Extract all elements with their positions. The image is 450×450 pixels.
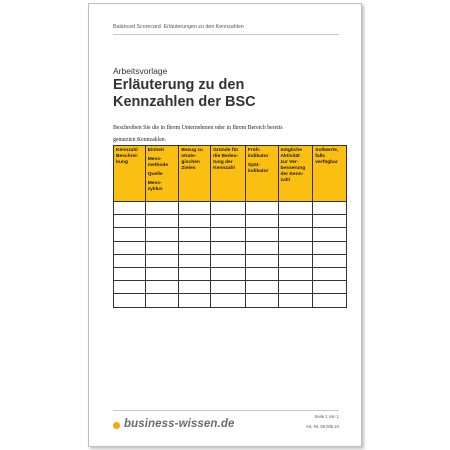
table-cell[interactable] bbox=[313, 228, 347, 241]
table-cell[interactable] bbox=[245, 202, 278, 215]
header-text-line: Kennzahl bbox=[116, 148, 138, 153]
table-cell[interactable] bbox=[313, 241, 347, 254]
header-divider bbox=[113, 34, 339, 35]
table-cell[interactable] bbox=[211, 228, 246, 241]
table-row bbox=[114, 281, 347, 294]
table-cell[interactable] bbox=[114, 228, 146, 241]
header-text-line: Einheit bbox=[147, 148, 164, 153]
header-text-line: zahl bbox=[280, 178, 291, 183]
table-cell[interactable] bbox=[114, 267, 146, 280]
header-text-line: Kennzahl bbox=[213, 166, 235, 171]
header-text-line: die Bedeu- bbox=[213, 154, 239, 159]
kennzahlen-table bbox=[113, 145, 347, 308]
article-number: Art.-Nr. 06.005.24 bbox=[305, 424, 339, 429]
table-cell[interactable] bbox=[278, 228, 313, 241]
table-cell[interactable] bbox=[211, 281, 246, 294]
table-row bbox=[114, 241, 347, 254]
table-cell[interactable] bbox=[179, 228, 211, 241]
table-cell[interactable] bbox=[114, 241, 146, 254]
table-cell[interactable] bbox=[114, 254, 146, 267]
header-text-line: Früh- bbox=[247, 148, 261, 153]
table-cell[interactable] bbox=[313, 281, 347, 294]
table-header-cell bbox=[145, 146, 179, 202]
table-header-row bbox=[114, 146, 347, 202]
table-cell[interactable] bbox=[278, 241, 313, 254]
intro-line: Beschreiben Sie die in Ihrem Unternehmen oder in Ihrem Bereich bereits bbox=[113, 125, 283, 131]
document-page bbox=[88, 3, 362, 447]
header-text-line: indikator bbox=[247, 169, 269, 174]
table-cell[interactable] bbox=[278, 254, 313, 267]
table-cell[interactable] bbox=[278, 294, 313, 307]
table-header-cell bbox=[313, 146, 347, 202]
table-header-cell bbox=[179, 146, 211, 202]
table-cell[interactable] bbox=[245, 215, 278, 228]
table-cell[interactable] bbox=[278, 281, 313, 294]
header-text-line: gischen bbox=[181, 160, 200, 165]
document-title bbox=[113, 77, 313, 111]
table-cell[interactable] bbox=[245, 281, 278, 294]
table-cell[interactable] bbox=[278, 202, 313, 215]
table-cell[interactable] bbox=[145, 294, 179, 307]
table-cell[interactable] bbox=[245, 241, 278, 254]
table-cell[interactable] bbox=[145, 241, 179, 254]
document-subtitle: Arbeitsvorlage bbox=[113, 66, 168, 76]
table-cell[interactable] bbox=[245, 254, 278, 267]
table-cell[interactable] bbox=[278, 215, 313, 228]
table-cell[interactable] bbox=[245, 267, 278, 280]
header-text-line: verfügbar bbox=[315, 160, 338, 165]
table-cell[interactable] bbox=[211, 241, 246, 254]
table-cell[interactable] bbox=[211, 294, 246, 307]
table-cell[interactable] bbox=[179, 202, 211, 215]
header-text-line: zur Ver- bbox=[280, 160, 299, 165]
header-text-line: bung bbox=[116, 160, 128, 165]
page-header: Balanced Scorecard: Erläuterungen zu den Kennzahlen bbox=[113, 24, 244, 30]
table-cell[interactable] bbox=[211, 254, 246, 267]
intro-text bbox=[113, 122, 313, 146]
table-cell[interactable] bbox=[114, 202, 146, 215]
table-header-cell bbox=[278, 146, 313, 202]
table-cell[interactable] bbox=[245, 228, 278, 241]
header-text-line: Mess- bbox=[147, 157, 162, 162]
table-cell[interactable] bbox=[145, 267, 179, 280]
table-header-cell bbox=[114, 146, 146, 202]
header-text-line: indikator bbox=[247, 154, 269, 159]
table-cell[interactable] bbox=[245, 294, 278, 307]
table-header-cell bbox=[245, 146, 278, 202]
table-cell[interactable] bbox=[145, 215, 179, 228]
header-text-line: Quelle bbox=[147, 172, 163, 177]
header-text-line: Beschrei- bbox=[116, 154, 139, 159]
table-cell[interactable] bbox=[211, 215, 246, 228]
header-text-line: falls bbox=[315, 154, 326, 159]
table-cell[interactable] bbox=[179, 281, 211, 294]
header-text-line: Spät- bbox=[247, 163, 261, 168]
header-text-line: Mess- bbox=[147, 181, 162, 186]
table-cell[interactable] bbox=[145, 281, 179, 294]
table-cell[interactable] bbox=[179, 241, 211, 254]
header-text-line: strate- bbox=[181, 154, 197, 159]
table-row bbox=[114, 294, 347, 307]
header-text-line: der Kenn- bbox=[280, 172, 304, 177]
page-number: Seite 1 von 1 bbox=[314, 414, 339, 419]
table-cell[interactable] bbox=[145, 254, 179, 267]
table-row bbox=[114, 254, 347, 267]
header-text-line: mögliche bbox=[280, 148, 302, 153]
table-cell[interactable] bbox=[313, 267, 347, 280]
header-text-line: besserung bbox=[280, 166, 306, 171]
header-text-line: Bezug zu bbox=[181, 148, 203, 153]
header-text-line: Gründe für bbox=[213, 148, 239, 153]
intro-line: genutzten Kennzahlen. bbox=[113, 137, 167, 143]
table-cell[interactable] bbox=[313, 202, 347, 215]
header-text-line: Zielen bbox=[181, 166, 196, 171]
table-cell[interactable] bbox=[114, 294, 146, 307]
table-row bbox=[114, 267, 347, 280]
table-cell[interactable] bbox=[179, 267, 211, 280]
table-header-cell bbox=[211, 146, 246, 202]
table-row bbox=[114, 228, 347, 241]
table-row bbox=[114, 215, 347, 228]
table-cell[interactable] bbox=[179, 215, 211, 228]
table-cell[interactable] bbox=[313, 215, 347, 228]
table-cell[interactable] bbox=[313, 294, 347, 307]
title-line: Kennzahlen der BSC bbox=[113, 94, 256, 110]
table-cell[interactable] bbox=[278, 267, 313, 280]
table-cell[interactable] bbox=[145, 202, 179, 215]
footer-divider bbox=[113, 410, 339, 411]
table-cell[interactable] bbox=[211, 267, 246, 280]
header-text-line: methode bbox=[147, 163, 169, 168]
header-text-line: tung der bbox=[213, 160, 233, 165]
header-text-line: Aktivität bbox=[280, 154, 300, 159]
header-text-line: zyklus bbox=[147, 187, 163, 192]
table-cell[interactable] bbox=[179, 294, 211, 307]
brand-logo: business-wissen.de bbox=[124, 418, 235, 430]
header-text-line: Sollwerte, bbox=[315, 148, 339, 153]
table-cell[interactable] bbox=[313, 254, 347, 267]
table-cell[interactable] bbox=[211, 202, 246, 215]
table-cell[interactable] bbox=[145, 228, 179, 241]
table-cell[interactable] bbox=[114, 281, 146, 294]
table-cell[interactable] bbox=[179, 254, 211, 267]
table-row bbox=[114, 202, 347, 215]
table-cell[interactable] bbox=[114, 215, 146, 228]
title-line: Erläuterung zu den bbox=[113, 77, 245, 93]
logo-dot-icon bbox=[113, 422, 120, 429]
